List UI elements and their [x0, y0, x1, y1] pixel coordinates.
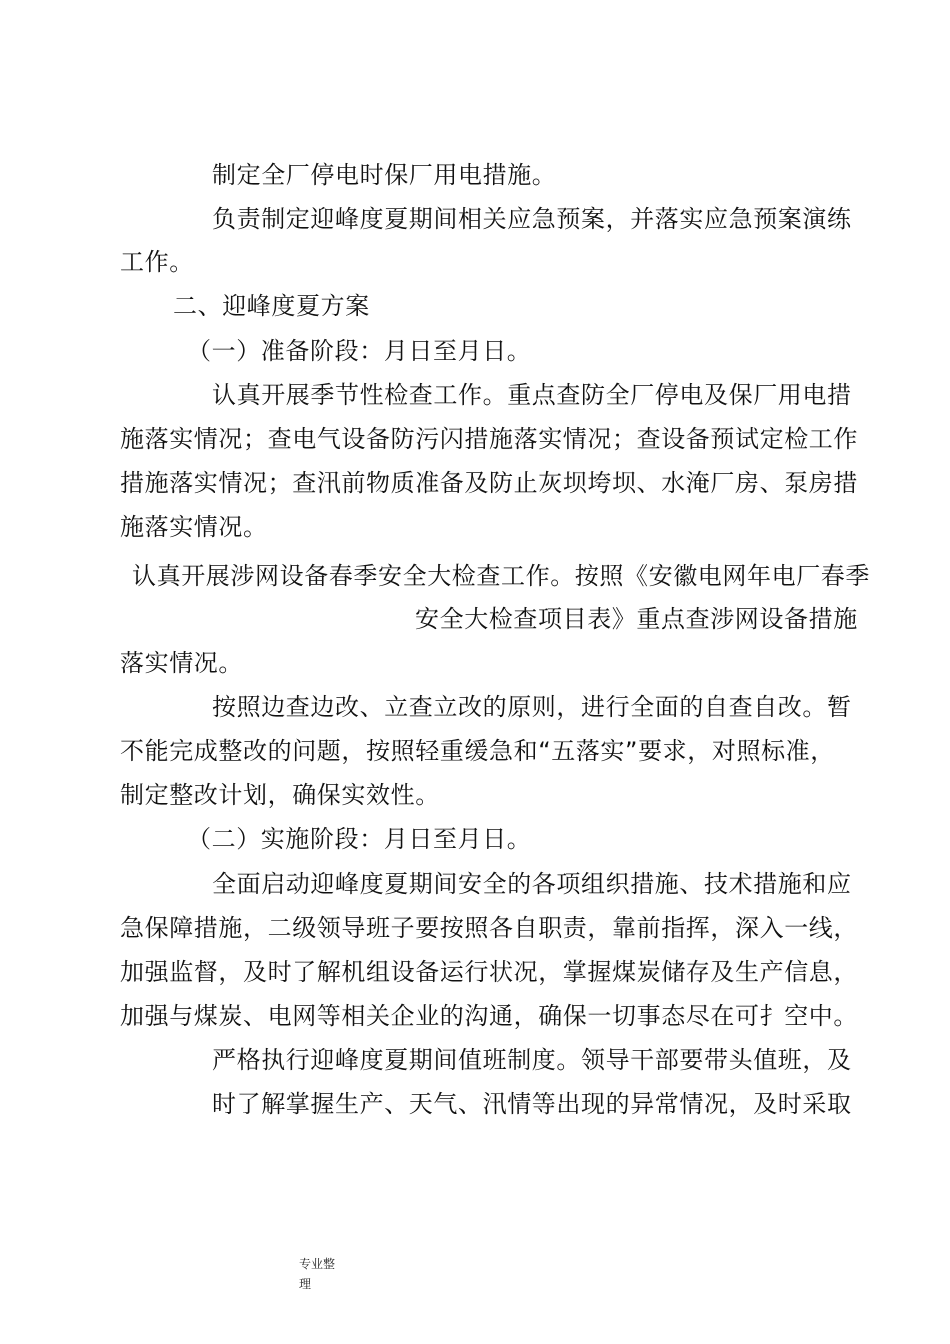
paragraph-line: 加强与煤炭、电网等相关企业的沟通，确保一切事态尽在可扌空中。: [120, 1002, 858, 1030]
paragraph-line: 负责制定迎峰度夏期间相关应急预案，并落实应急预案演练: [212, 205, 852, 233]
paragraph-line: 全面启动迎峰度夏期间安全的各项组织措施、技术措施和应: [212, 870, 852, 898]
paragraph-line: 认真开展季节性检查工作。重点查防全厂停电及保厂用电措: [212, 381, 852, 409]
subsection-heading: （一）准备阶段：月日至月日。: [187, 337, 532, 365]
paragraph-line: 制定整改计划，确保实效性。: [120, 781, 440, 809]
paragraph-line: 严格执行迎峰度夏期间值班制度。领导干部要带头值班，及: [212, 1046, 852, 1074]
footer-label: 专业整: [299, 1257, 336, 1271]
paragraph-line: 工作。: [120, 248, 194, 276]
paragraph-line: 安全大检查项目表》重点查涉网设备措施: [415, 605, 858, 633]
section-heading: 二、迎峰度夏方案: [173, 292, 370, 320]
paragraph-line: 认真开展涉网设备春季安全大检查工作。按照《安徽电网年电厂春季: [132, 562, 870, 590]
paragraph-line: 落实情况。: [120, 649, 243, 677]
paragraph-line: 急保障措施，二级领导班子要按照各自职责，靠前指挥，深入一线，: [120, 914, 858, 942]
paragraph-line: 施落实情况。: [120, 513, 268, 541]
paragraph-line: 按照边查边改、立查立改的原则，进行全面的自查自改。暂: [212, 693, 852, 721]
paragraph-line: 不能完成整改的问题，按照轻重缓急和“五落实”要求，对照标准，: [120, 737, 835, 765]
subsection-heading: （二）实施阶段：月日至月日。: [187, 825, 532, 853]
paragraph-line: 施落实情况；查电气设备防污闪措施落实情况；查设备预试定检工作: [120, 425, 858, 453]
paragraph-line: 措施落实情况；查汛前物质准备及防止灰坝垮坝、水淹厂房、泵房措: [120, 469, 858, 497]
footer-label: 理: [299, 1277, 312, 1291]
paragraph-line: 加强监督，及时了解机组设备运行状况，掌握煤炭储存及生产信息，: [120, 958, 858, 986]
paragraph-line: 时了解掌握生产、天气、汛情等出现的异常情况，及时采取: [212, 1090, 852, 1118]
paragraph-line: 制定全厂停电时保厂用电措施。: [212, 161, 557, 189]
